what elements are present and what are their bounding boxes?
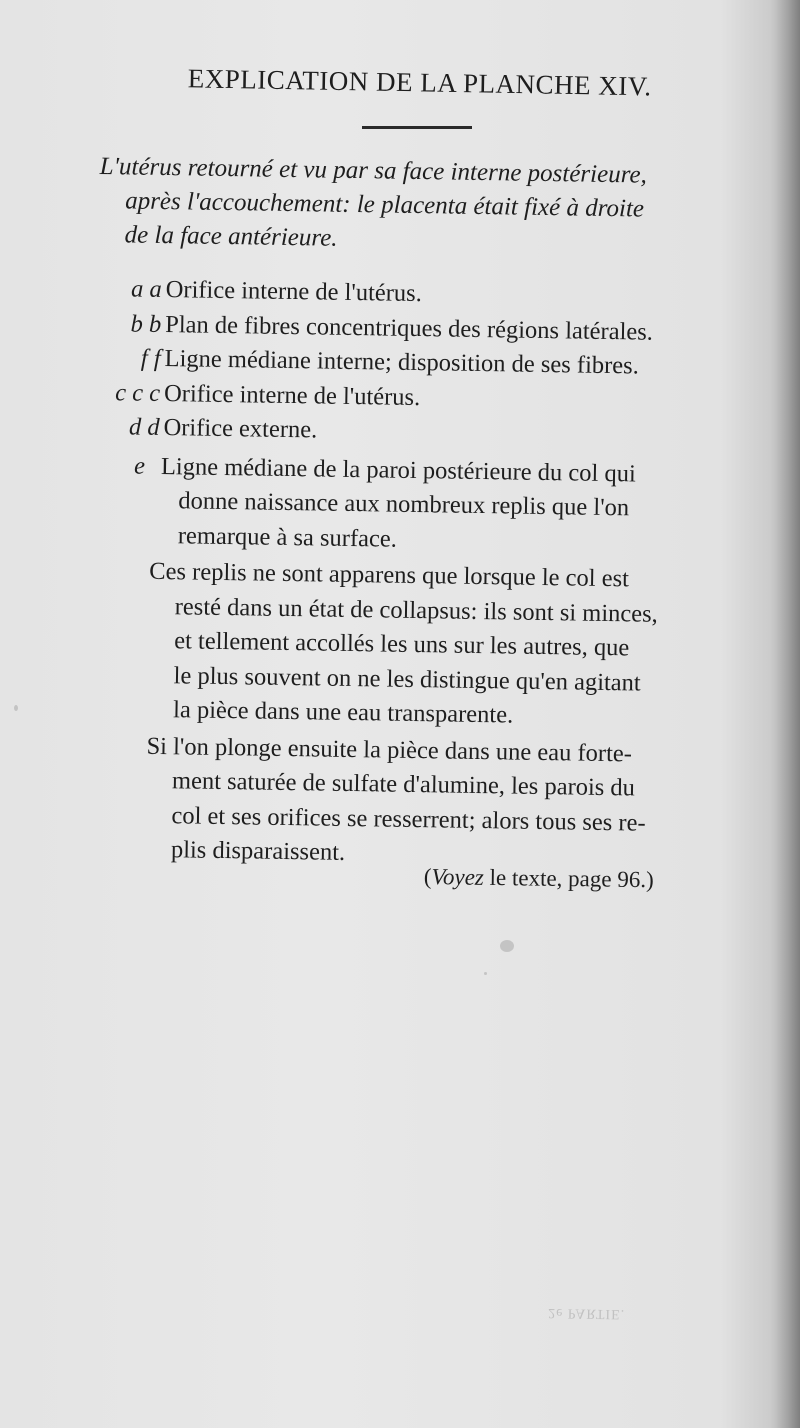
caption-line-2: après l'accouchement: le placenta était fixé à droite [124,187,645,223]
legend-text-continued: donne naissance aux nombreux replis que l'on [178,487,630,522]
caption-line-1: L'utérus retourné et vu par sa face interne postérieure, [99,152,648,189]
plate-caption [98,150,740,262]
legend-item-e [96,448,738,562]
legend-text: Orifice externe. [163,414,318,444]
plate-legend [91,272,740,876]
legend-key: f f [140,344,161,372]
paragraph-line: la pièce dans une eau transparente. [172,696,514,729]
legend-key: d d [128,413,160,441]
legend-key: a a [130,275,162,303]
paper-speck [500,940,514,952]
page-title: EXPLICATION DE LA PLANCHE XIV. [187,63,652,102]
legend-text-continued: remarque à sa surface. [177,521,398,553]
paper-speck [484,972,487,975]
paragraph-line: le plus souvent on ne les distingue qu'en agitant [173,661,641,697]
paragraph-line: plis disparaissent. [170,836,346,866]
title-rule [362,126,472,129]
paragraph-line: Si l'on plonge ensuite la pièce dans une eau forte- [146,732,633,767]
reference-voyez: Voyez [431,864,485,890]
reference-page: le texte, page 96.) [483,864,654,893]
paragraph-line: Ces replis ne sont apparens que lorsque le col est [149,557,630,593]
caption-line-3: de la face antérieure. [124,221,338,252]
legend-text: Orifice interne de l'utérus. [163,379,421,411]
paragraph-line: col et ses orifices se resserrent; alors tous ses re- [171,801,646,837]
paragraph-line: ment saturée de sulfate d'alumine, les parois du [171,767,636,802]
page-gutter-shadow [770,0,800,1428]
paragraph-line: resté dans un état de collapsus: ils sont si minces, [174,592,659,628]
legend-key: b b [130,309,162,338]
paragraph-1 [93,554,736,737]
paragraph-2 [91,728,733,876]
legend-key: e [133,452,146,480]
legend-text: Plan de fibres concentriques des régions latérales. [164,310,654,346]
reference-paren: ( [423,864,432,890]
bleed-through-footer: 2e PARTIE. [548,1305,626,1322]
legend-text: Ligne médiane de la paroi postérieure du col qui [160,452,636,487]
paragraph-line: et tellement accollés les uns sur les autres, que [174,627,630,662]
paper-speck [14,705,18,711]
text-reference [424,864,654,893]
legend-text: Orifice interne de l'utérus. [165,276,423,308]
legend-key: c c c [115,378,161,407]
legend-text: Ligne médiane interne; disposition de ses fibres. [164,345,640,380]
